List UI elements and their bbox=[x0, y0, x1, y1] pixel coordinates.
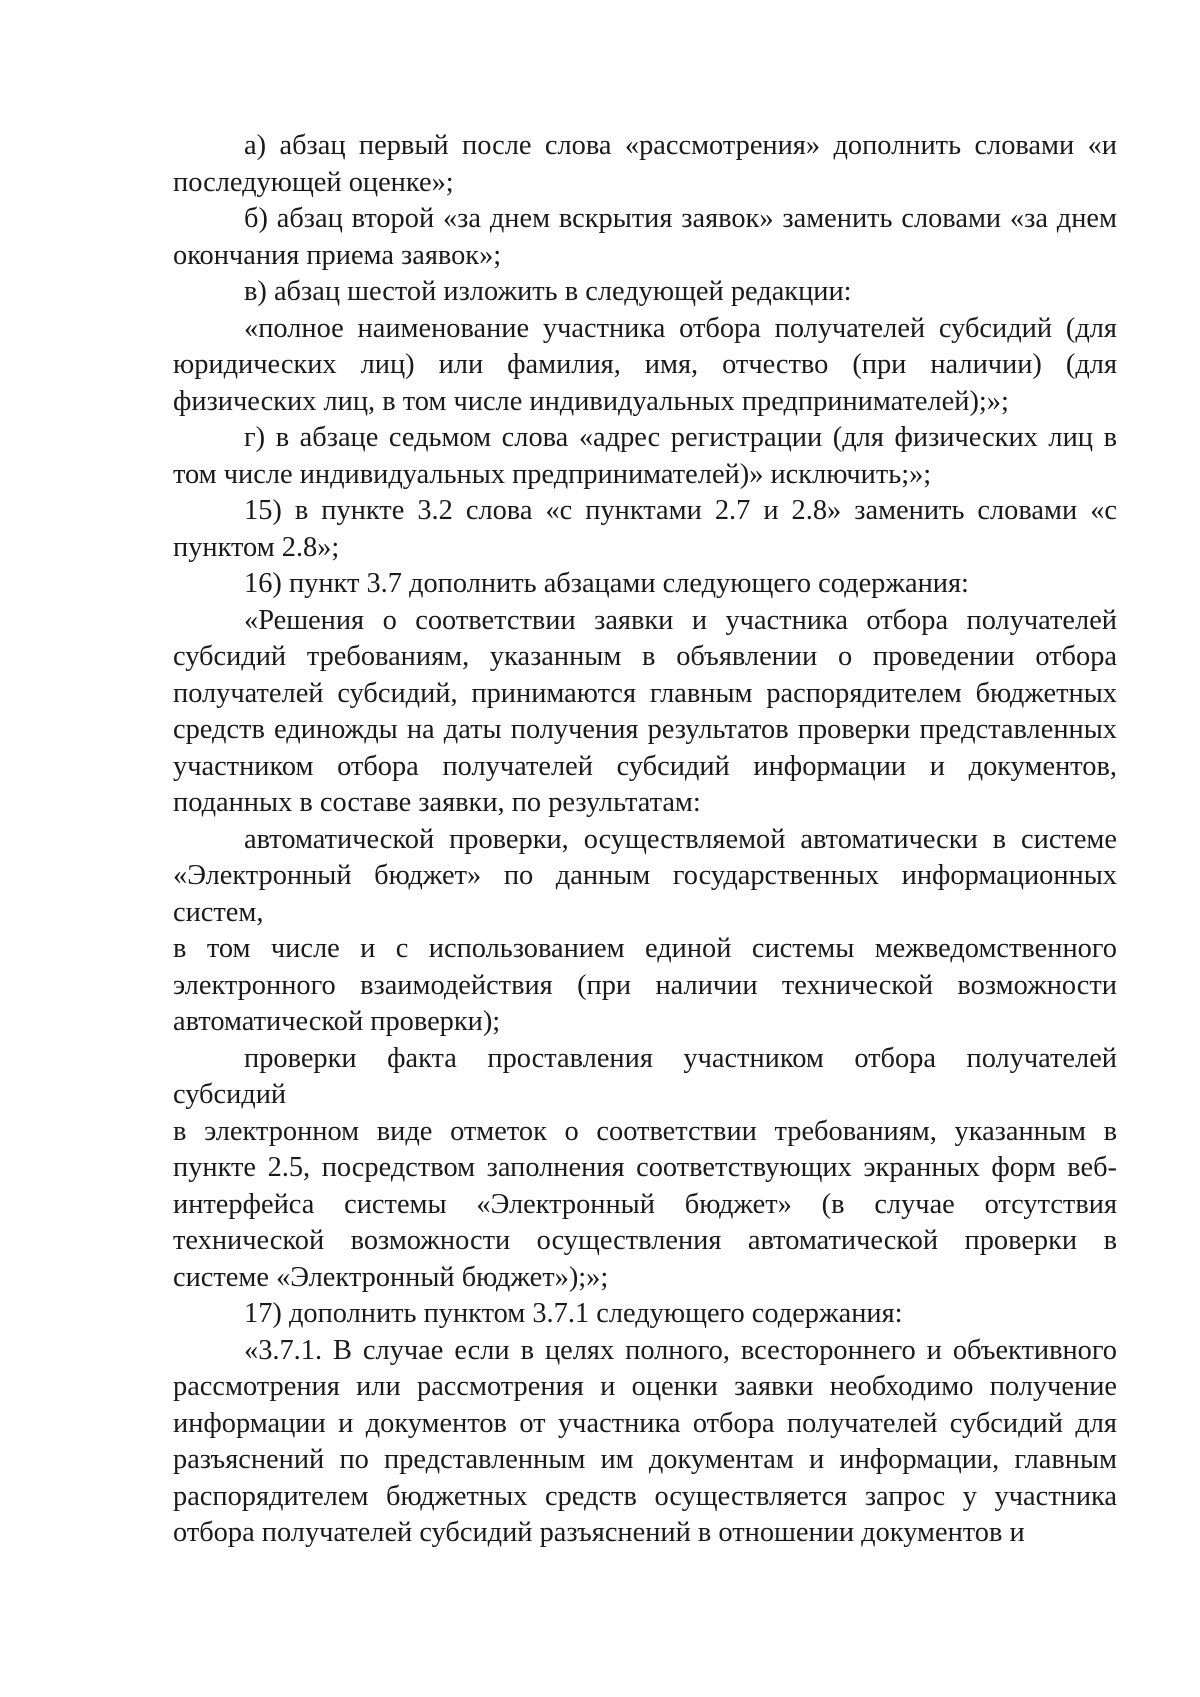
paragraph-g: г) в абзаце седьмом слова «адрес регистрации (для физических лиц в том числе индивидуальных предпринимателей)» исключить;»; bbox=[173, 422, 1117, 490]
paragraph-manual-check: проверки факта проставления участником отбора получателей субсидий bbox=[173, 1042, 1117, 1110]
paragraph-a: а) абзац первый после слова «рассмотрения» дополнить словами «и последующей оценке»; bbox=[173, 130, 1117, 198]
paragraph-17: 17) дополнить пунктом 3.7.1 следующего содержания: bbox=[244, 1298, 903, 1329]
paragraph-manual-check-cont: в электронном виде отметок о соответствии требованиям, указанным в пункте 2.5, посредством заполнения соответствующих экранных форм веб-интерфейса системы «Электронный бюджет» (в случае отсутствия технической возможности осуществления автоматической проверки в системе «Электронный бюджет»);»; bbox=[173, 1115, 1117, 1293]
paragraph-v-quote: «полное наименование участника отбора получателей субсидий (для юридических лиц) или фамилия, имя, отчество (при наличии) (для физических лиц, в том числе индивидуальных предпринимателей);»; bbox=[173, 312, 1117, 417]
paragraph-16: 16) пункт 3.7 дополнить абзацами следующего содержания: bbox=[244, 568, 969, 599]
paragraph-auto-check: автоматической проверки, осуществляемой автоматически в системе «Электронный бюджет» по данным государственных информационных систем, bbox=[173, 823, 1117, 928]
paragraph-15: 15) в пункте 3.2 слова «с пунктами 2.7 и 2.8» заменить словами «с пунктом 2.8»; bbox=[173, 495, 1117, 563]
paragraph-3-7-1: «3.7.1. В случае если в целях полного, всестороннего и объективного рассмотрения или рассмотрения и оценки заявки необходимо получение информации и документов от участника отбора получателей субсидий для разъяснений по представленным им документам и информации, главным распорядителем бюджетных средств осуществляется запрос у участника отбора получателей субсидий разъяснений в отношении документов и bbox=[173, 1334, 1117, 1548]
paragraph-16-quote: «Решения о соответствии заявки и участника отбора получателей субсидий требованиям, указанным в объявлении о проведении отбора получателей субсидий, принимаются главным распорядителем бюджетных средств единожды на даты получения результатов проверки представленных участником отбора получателей субсидий информации и документов, поданных в составе заявки, по результатам: bbox=[173, 604, 1117, 818]
document-body bbox=[173, 128, 1117, 1552]
paragraph-auto-check-cont: в том числе и с использованием единой системы межведомственного электронного взаимодействия (при наличии технической возможности автоматической проверки); bbox=[173, 933, 1117, 1037]
paragraph-b: б) абзац второй «за днем вскрытия заявок» заменить словами «за днем окончания приема заявок»; bbox=[173, 203, 1117, 271]
paragraph-v: в) абзац шестой изложить в следующей редакции: bbox=[244, 276, 852, 307]
